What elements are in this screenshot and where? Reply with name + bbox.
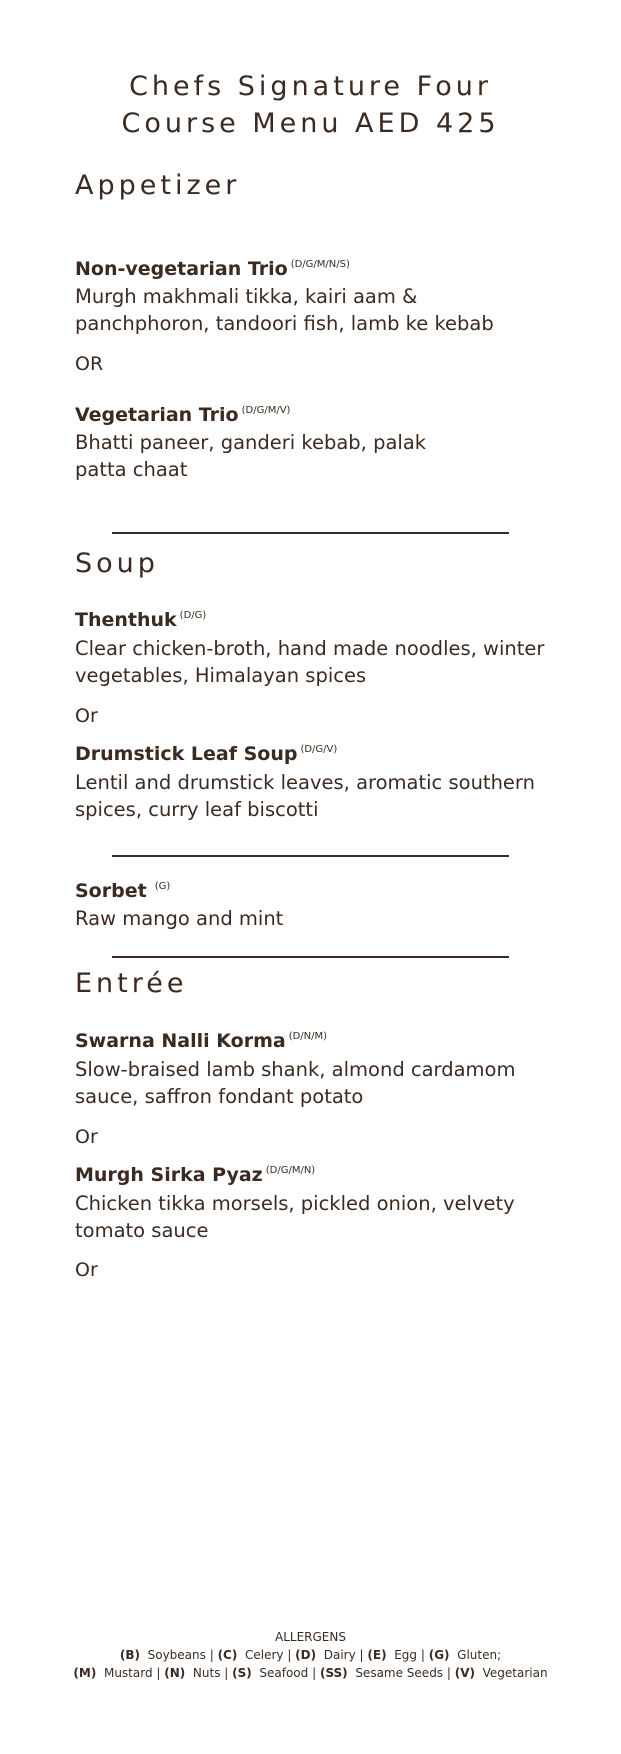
section-heading-entree: Entrée (75, 968, 188, 999)
allergens-line-1: (B) Soybeans | (C) Celery | (D) Dairy | (E) Egg | (G) Gluten; (119, 1648, 502, 1662)
menu-title-line-1: Chefs Signature Four (129, 71, 492, 102)
menu-item-description: Clear chicken-broth, hand made noodles, winter vegetables, Himalayan spices (75, 637, 545, 687)
allergen-label: Egg (394, 1648, 418, 1662)
allergens-line-2: (M) Mustard | (N) Nuts | (S) Seafood | (SS) Sesame Seeds | (V) Vegetarian (73, 1666, 548, 1680)
allergen-code: (SS) (319, 1666, 348, 1680)
or-separator: Or (75, 705, 98, 727)
allergen-codes: (D/N/M) (288, 1031, 328, 1042)
or-separator: OR (75, 353, 104, 375)
allergen-code: (C) (217, 1648, 238, 1662)
divider (112, 532, 509, 534)
allergen-label: Gluten; (457, 1648, 502, 1662)
menu-item-name (75, 880, 170, 902)
allergen-code: (D) (295, 1648, 317, 1662)
allergen-codes: (D/G/M/N/S) (290, 259, 350, 270)
item-title: Non-vegetarian Trio (75, 258, 288, 280)
allergen-code: (S) (232, 1666, 252, 1680)
section-heading-soup: Soup (75, 548, 159, 579)
menu-item-name (75, 258, 350, 280)
divider (112, 956, 509, 958)
menu-item-description: Murgh makhmali tikka, kairi aam & panchphoron, tandoori fish, lamb ke kebab (75, 285, 494, 335)
menu-item-name (75, 1164, 315, 1186)
allergen-label: Vegetarian (482, 1666, 548, 1680)
allergen-label: Celery (244, 1648, 284, 1662)
item-title: Swarna Nalli Korma (75, 1030, 286, 1052)
or-separator: Or (75, 1259, 98, 1281)
allergen-label: Mustard (103, 1666, 153, 1680)
allergen-codes: (D/G/M/N) (265, 1165, 316, 1176)
menu-title (0, 68, 621, 142)
menu-item-description: Slow-braised lamb shank, almond cardamom sauce, saffron fondant potato (75, 1058, 516, 1108)
allergen-label: Soybeans (147, 1648, 206, 1662)
allergen-code: (E) (367, 1648, 387, 1662)
allergen-code: (M) (73, 1666, 97, 1680)
menu-item-description: Raw mango and mint (75, 907, 284, 930)
item-title: Sorbet (75, 880, 147, 902)
menu-item-name (75, 609, 206, 631)
item-title: Murgh Sirka Pyaz (75, 1164, 263, 1186)
item-title: Thenthuk (75, 609, 177, 631)
allergen-label: Nuts (192, 1666, 221, 1680)
menu-item-description: Chicken tikka morsels, pickled onion, velvety tomato sauce (75, 1192, 515, 1242)
item-title: Drumstick Leaf Soup (75, 743, 298, 765)
allergen-codes: (D/G/V) (300, 744, 338, 755)
allergens-heading: ALLERGENS (275, 1630, 346, 1644)
divider (112, 855, 509, 857)
allergen-label: Dairy (323, 1648, 356, 1662)
allergen-code: (B) (119, 1648, 140, 1662)
allergens-legend (0, 1628, 621, 1682)
menu-item-description: Bhatti paneer, ganderi kebab, palak patta chaat (75, 431, 427, 481)
allergen-code: (N) (164, 1666, 186, 1680)
allergen-label: Sesame Seeds (355, 1666, 444, 1680)
allergen-codes: (D/G) (179, 610, 207, 621)
menu-item-name (75, 404, 290, 426)
allergen-code: (V) (454, 1666, 475, 1680)
menu-item-name (75, 1030, 327, 1052)
allergen-label: Seafood (259, 1666, 309, 1680)
allergen-codes: (D/G/M/V) (241, 405, 291, 416)
allergen-code: (G) (428, 1648, 450, 1662)
menu-item-description: Lentil and drumstick leaves, aromatic southern spices, curry leaf biscotti (75, 771, 535, 821)
allergen-codes: (G) (154, 881, 171, 892)
or-separator: Or (75, 1126, 98, 1148)
item-title: Vegetarian Trio (75, 404, 239, 426)
menu-title-line-2: Course Menu AED 425 (121, 108, 500, 139)
section-heading-appetizer: Appetizer (75, 170, 241, 201)
menu-item-name (75, 743, 337, 765)
